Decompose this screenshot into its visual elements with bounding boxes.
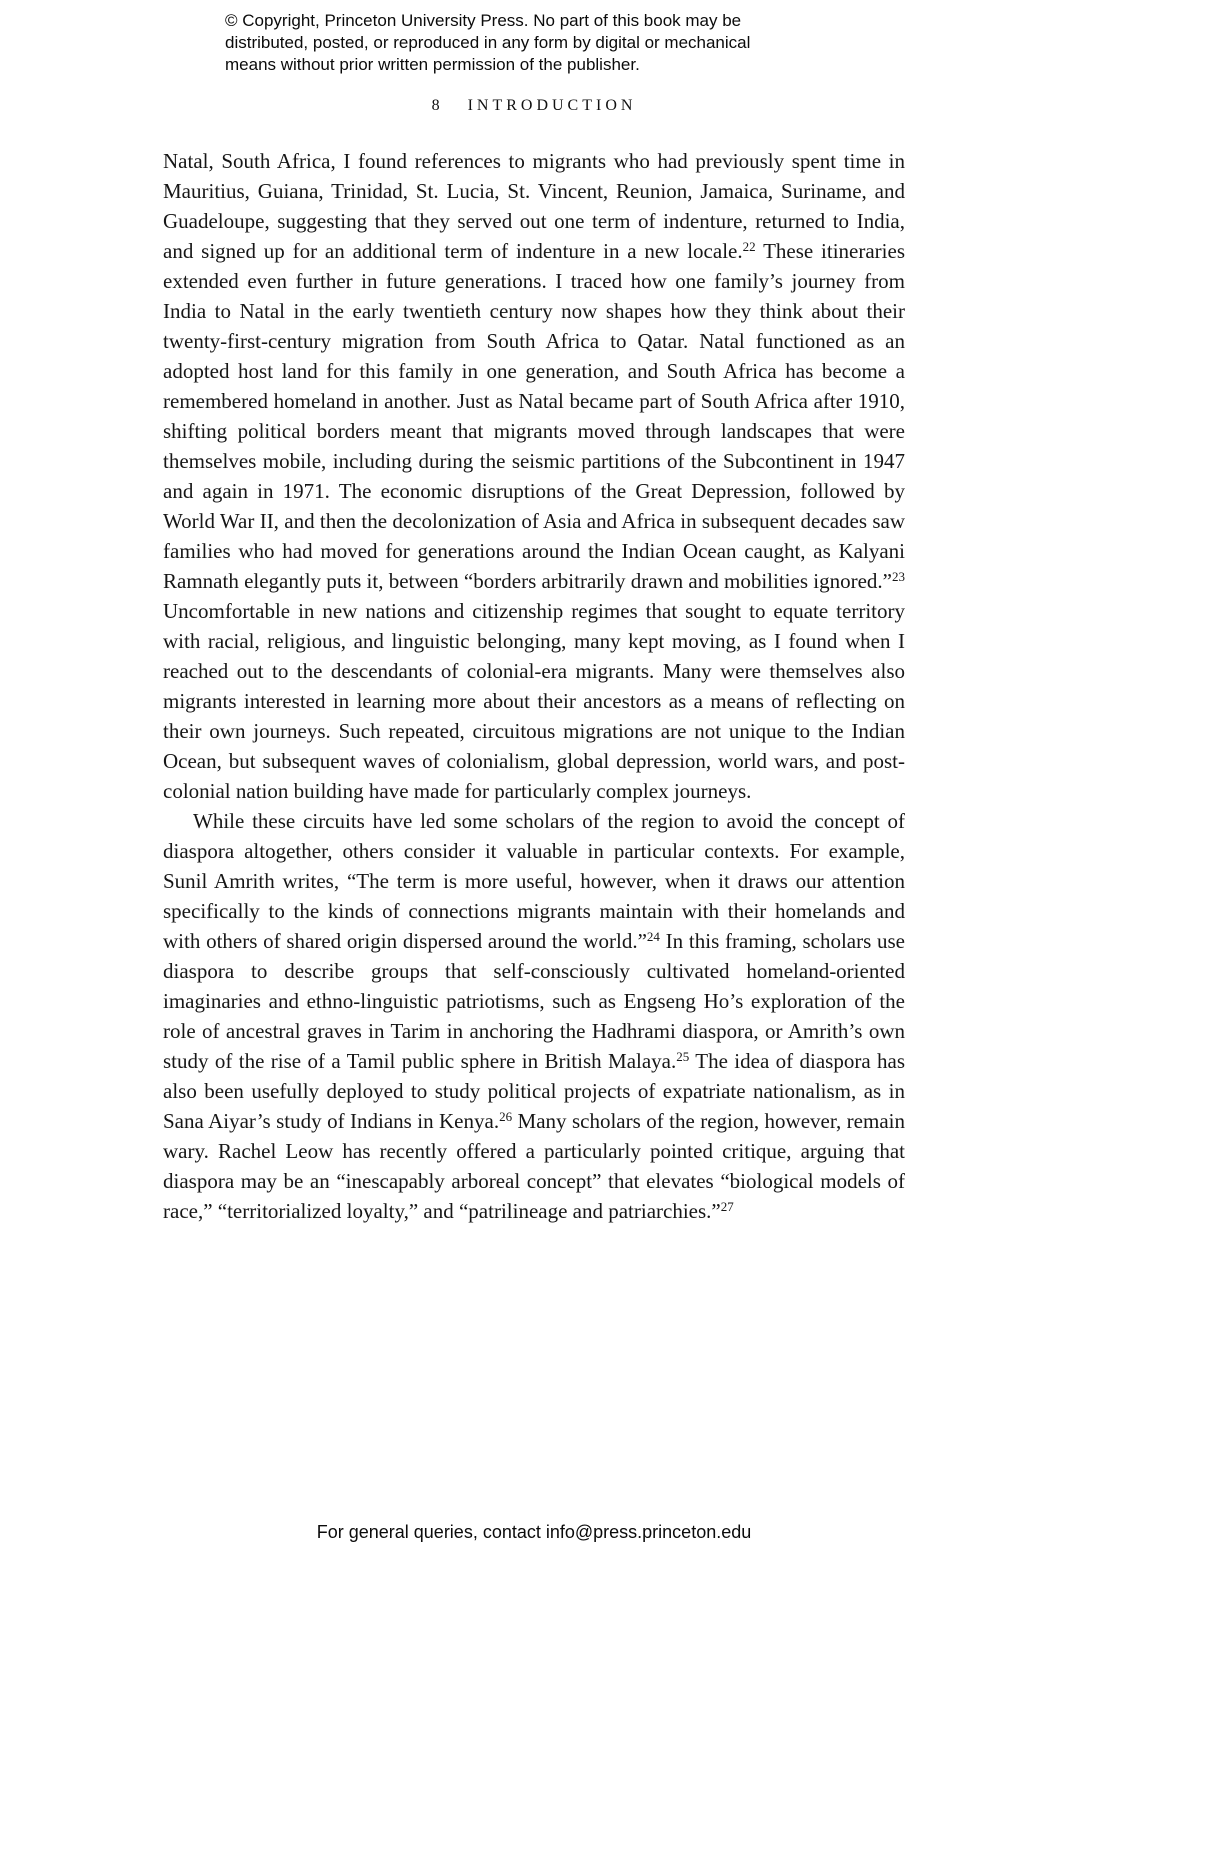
copyright-line: © Copyright, Princeton University Press. No part of this book may be [225, 11, 742, 30]
running-head [163, 97, 905, 115]
body-text [163, 146, 905, 1226]
footer-contact: For general queries, contact info@press.princeton.edu [316, 1522, 752, 1542]
copyright-line: distributed, posted, or reproduced in any form by digital or mechanical [225, 33, 751, 52]
page-number: 8 [431, 97, 442, 114]
paragraph: While these circuits have led some scholars of the region to avoid the concept of diaspora altogether, others consider it valuable in particular contexts. For example, Sunil Amrith writes, “The term is more useful, however, when it draws our attention specifically to the kinds of connections migrants maintain with their homelands and with others of shared origin dispersed around the world.”$^{24}$ In this framing, scholars use diaspora to describe groups that self-consciously cultivated homeland-oriented imaginaries and ethno-linguistic patriotisms, such as Engseng Ho’s exploration of the role of ancestral graves in Tarim in anchoring the Hadhrami diaspora, or Amrith’s own study of the rise of a Tamil public sphere in British Malaya.$^{25}$ The idea of diaspora has also been usefully deployed to study political projects of expatriate nationalism, as in Sana Aiyar’s study of Indians in Kenya.$^{26}$ Many scholars of the region, however, remain wary. Rachel Leow has recently offered a particularly pointed critique, arguing that diaspora may be an “inescapably arboreal concept” that elevates “biological models of race,” “territorialized loyalty,” and “patrilineage and patriarchies.”$^{27}$ [163, 809, 906, 1223]
paragraph: Natal, South Africa, I found references to migrants who had previously spent time in Mauritius, Guiana, Trinidad, St. Lucia, St. Vincent, Reunion, Jamaica, Suriname, and Guadeloupe, suggesting that they served out one term of indenture, returned to India, and signed up for an additional term of indenture in a new locale.$^{22}$ These itineraries extended even further in future generations. I traced how one family’s journey from India to Natal in the early twentieth century now shapes how they think about their twenty-first-century migration from South Africa to Qatar. Natal functioned as an adopted host land for this family in one generation, and South Africa has become a remembered homeland in another. Just as Natal became part of South Africa after 1910, shifting political borders meant that migrants moved through landscapes that were themselves mobile, including during the seismic partitions of the Subcontinent in 1947 and again in 1971. The economic disruptions of the Great Depression, followed by World War II, and then the decolonization of Asia and Africa in subsequent decades saw families who had moved for generations around the Indian Ocean caught, as Kalyani Ramnath elegantly puts it, between “borders arbitrarily drawn and mobilities ignored.”$^{23}$ Uncomfortable in new nations and citizenship regimes that sought to equate territory with racial, religious, and linguistic belonging, many kept moving, as I found when I reached out to the descendants of colonial-era migrants. Many were themselves also migrants interested in learning more about their ancestors as a means of reflecting on their own journeys. Such repeated, circuitous migrations are not unique to the Indian Ocean, but subsequent waves of colonialism, global depression, world wars, and post-colonial nation building have made for particularly complex journeys. [163, 149, 905, 803]
chapter-title: INTRODUCTION [467, 97, 637, 114]
copyright-line: means without prior written permission of the publisher. [225, 55, 640, 74]
copyright-notice [225, 10, 750, 76]
